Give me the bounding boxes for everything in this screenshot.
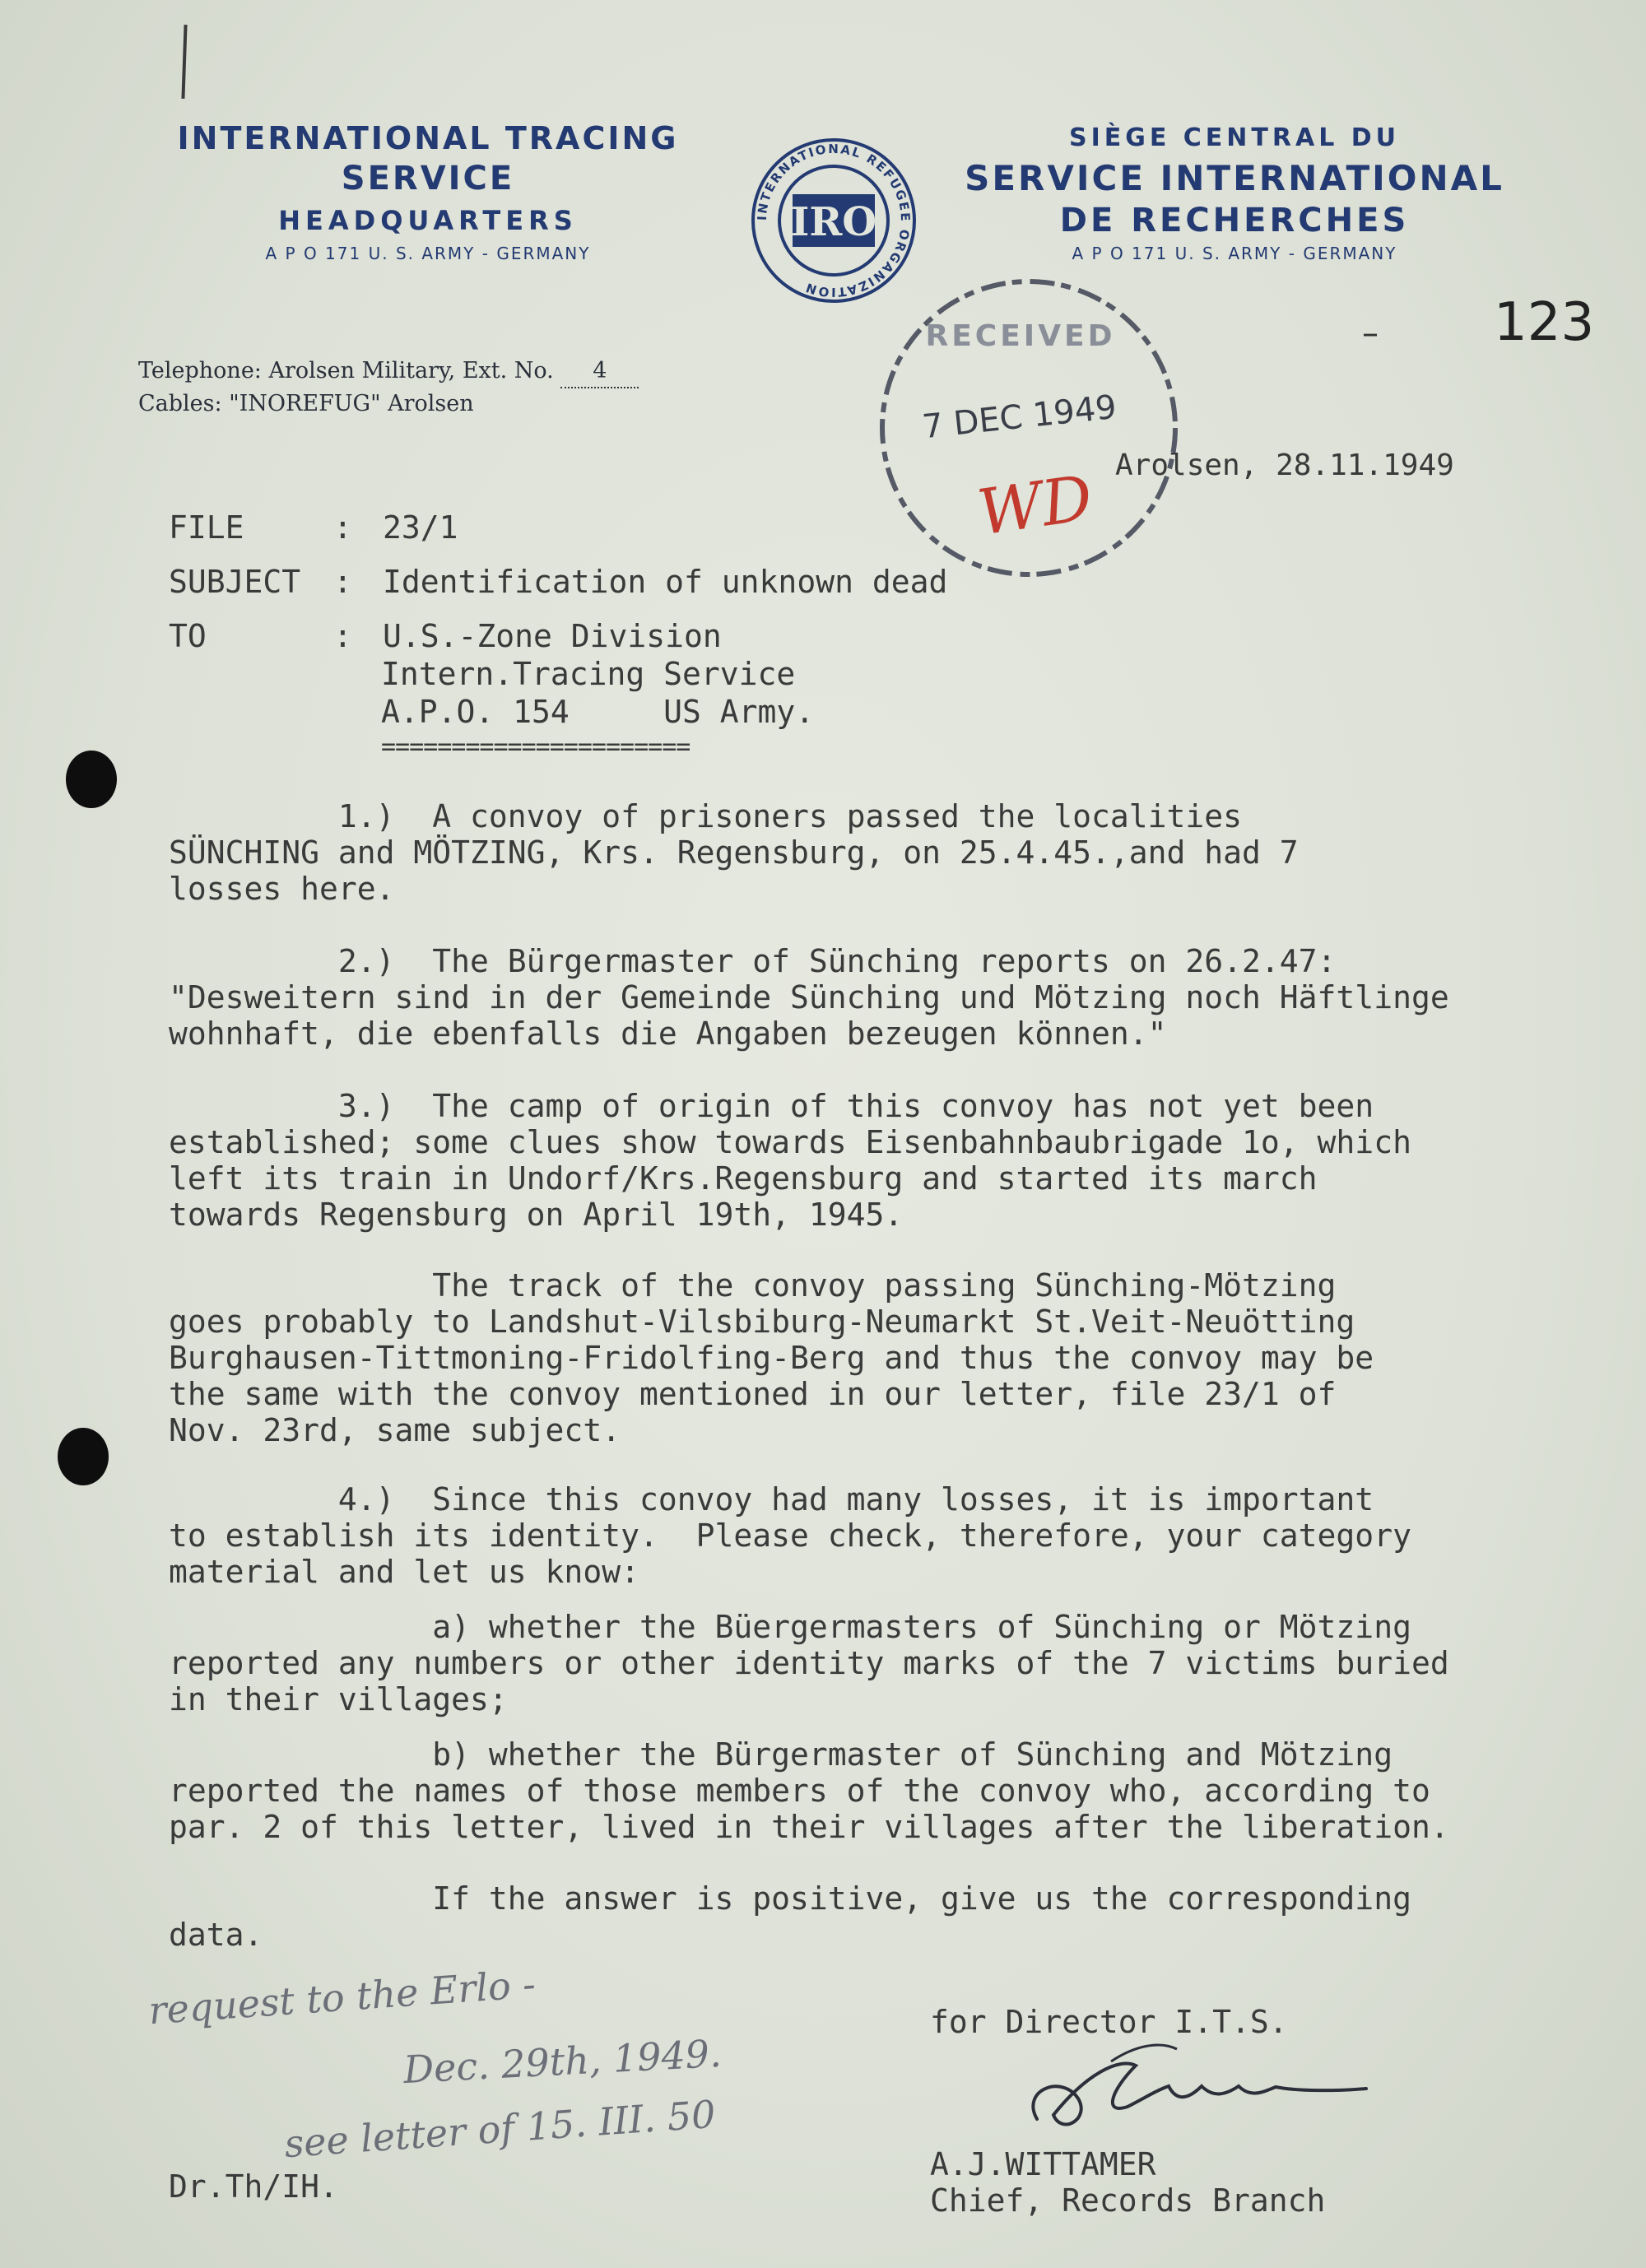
stamp-initials: WD <box>973 460 1097 550</box>
org-name-fr-line2: SERVICE INTERNATIONAL <box>965 158 1504 198</box>
to-row: TO : U.S.-Zone Division <box>169 618 722 654</box>
stamp-date: 7 DEC 1949 <box>920 388 1118 447</box>
paragraph-5: 4.) Since this convoy had many losses, it is important to establish its identity. Please check, therefore, your category material and let us know: <box>169 1481 1411 1590</box>
pen-mark <box>181 25 187 99</box>
punch-hole-top <box>66 751 117 808</box>
telephone-line <box>138 356 639 388</box>
org-name-fr-line3: DE RECHERCHES <box>1059 202 1410 239</box>
signature-name-block: A.J.WITTAMER Chief, Records Branch <box>930 2146 1326 2219</box>
org-name-line2: SERVICE <box>341 160 515 198</box>
paragraph-8: If the answer is positive, give us the corresponding data. <box>169 1880 1411 1953</box>
handwritten-note-line-1: request to the Erlo - <box>146 1961 537 2033</box>
header-underline: ====================== <box>381 732 690 761</box>
dash-mark: – <box>1362 314 1379 352</box>
subject-row: SUBJECT : Identification of unknown dead <box>169 564 948 600</box>
paragraph-6: a) whether the Büergermasters of Sünching or Mötzing reported any numbers or other identity marks of the 7 victims buried in their villages; <box>169 1609 1449 1717</box>
contact-block <box>138 356 639 420</box>
punch-hole-bottom <box>58 1428 109 1485</box>
subject-label: SUBJECT <box>169 564 301 600</box>
paragraph-3: 3.) The camp of origin of this convoy has not yet been established; some clues show towards Eisenbahnbaubrigade 1o, which left its train in Undorf/Krs.Regensburg and started its march towards Regensburg on April 19th, 1945. <box>169 1088 1411 1233</box>
paragraph-7: b) whether the Bürgermaster of Sünching and Mötzing reported the names of those members of the convoy who, according to par. 2 of this letter, lived in their villages after the liberation. <box>169 1736 1449 1845</box>
handwritten-note-line-3: see letter of 15. III. 50 <box>282 2091 718 2167</box>
signature-for-line: for Director I.T.S. <box>930 2004 1288 2040</box>
file-label: FILE <box>169 509 244 546</box>
to-line-1: U.S.-Zone Division <box>383 618 722 654</box>
seal-ring-text: INTERNATIONAL REFUGEE ORGANIZATION <box>754 141 914 300</box>
paragraph-4: The track of the convoy passing Sünching-Mötzing goes probably to Landshut-Vilsbiburg-Neumarkt St.Veit-Neuötting Burghausen-Tittmoning-Fridolfing-Berg and thus the convoy may be the same with the convoy mentioned in our letter, file 23/1 of Nov. 23rd, same subject. <box>169 1267 1374 1448</box>
org-name-line3: HEADQUARTERS <box>278 205 578 236</box>
handwritten-note-line-2: Dec. 29th, 1949. <box>402 2030 723 2093</box>
reference-initials: Dr.Th/IH. <box>169 2168 338 2205</box>
to-line-3: A.P.O. 154 US Army. <box>381 694 815 730</box>
org-name-line1: INTERNATIONAL TRACING <box>177 120 679 156</box>
stamp-received-label: RECEIVED <box>925 319 1116 353</box>
paragraph-1: 1.) A convoy of prisoners passed the localities SÜNCHING and MÖTZING, Krs. Regensburg, on 25.4.45.,and had 7 losses here. <box>169 798 1299 907</box>
org-name-fr-line1: SIÈGE CENTRAL DU <box>1068 123 1401 152</box>
letterhead-right <box>914 119 1555 266</box>
subject-value: Identification of unknown dead <box>383 564 948 600</box>
received-stamp <box>856 272 1202 601</box>
letterhead-left <box>123 119 732 266</box>
file-row: FILE : 23/1 <box>169 509 458 546</box>
to-line-2: Intern.Tracing Service <box>381 656 796 692</box>
org-address-fr: A P O 171 U. S. ARMY - GERMANY <box>1072 244 1397 263</box>
dateline: Arolsen, 28.11.1949 <box>1115 448 1454 482</box>
telephone-extension: 4 <box>560 356 639 388</box>
paragraph-2: 2.) The Bürgermaster of Sünching reports on 26.2.47: "Desweitern sind in der Gemeinde Sünching und Mötzing noch Häftlinge wohnhaft, die ebenfalls die Angaben bezeugen können." <box>169 943 1449 1052</box>
seal-center-text: IRO <box>790 199 877 245</box>
telephone-label: Telephone: Arolsen Military, Ext. No. <box>138 358 554 383</box>
cables-line: Cables: "INOREFUG" Arolsen <box>138 391 474 416</box>
to-label: TO <box>169 618 207 654</box>
file-value: 23/1 <box>383 509 458 546</box>
document-number: 123 <box>1494 292 1595 353</box>
org-address: A P O 171 U. S. ARMY - GERMANY <box>265 244 591 263</box>
handwritten-signature <box>1012 2041 1374 2148</box>
